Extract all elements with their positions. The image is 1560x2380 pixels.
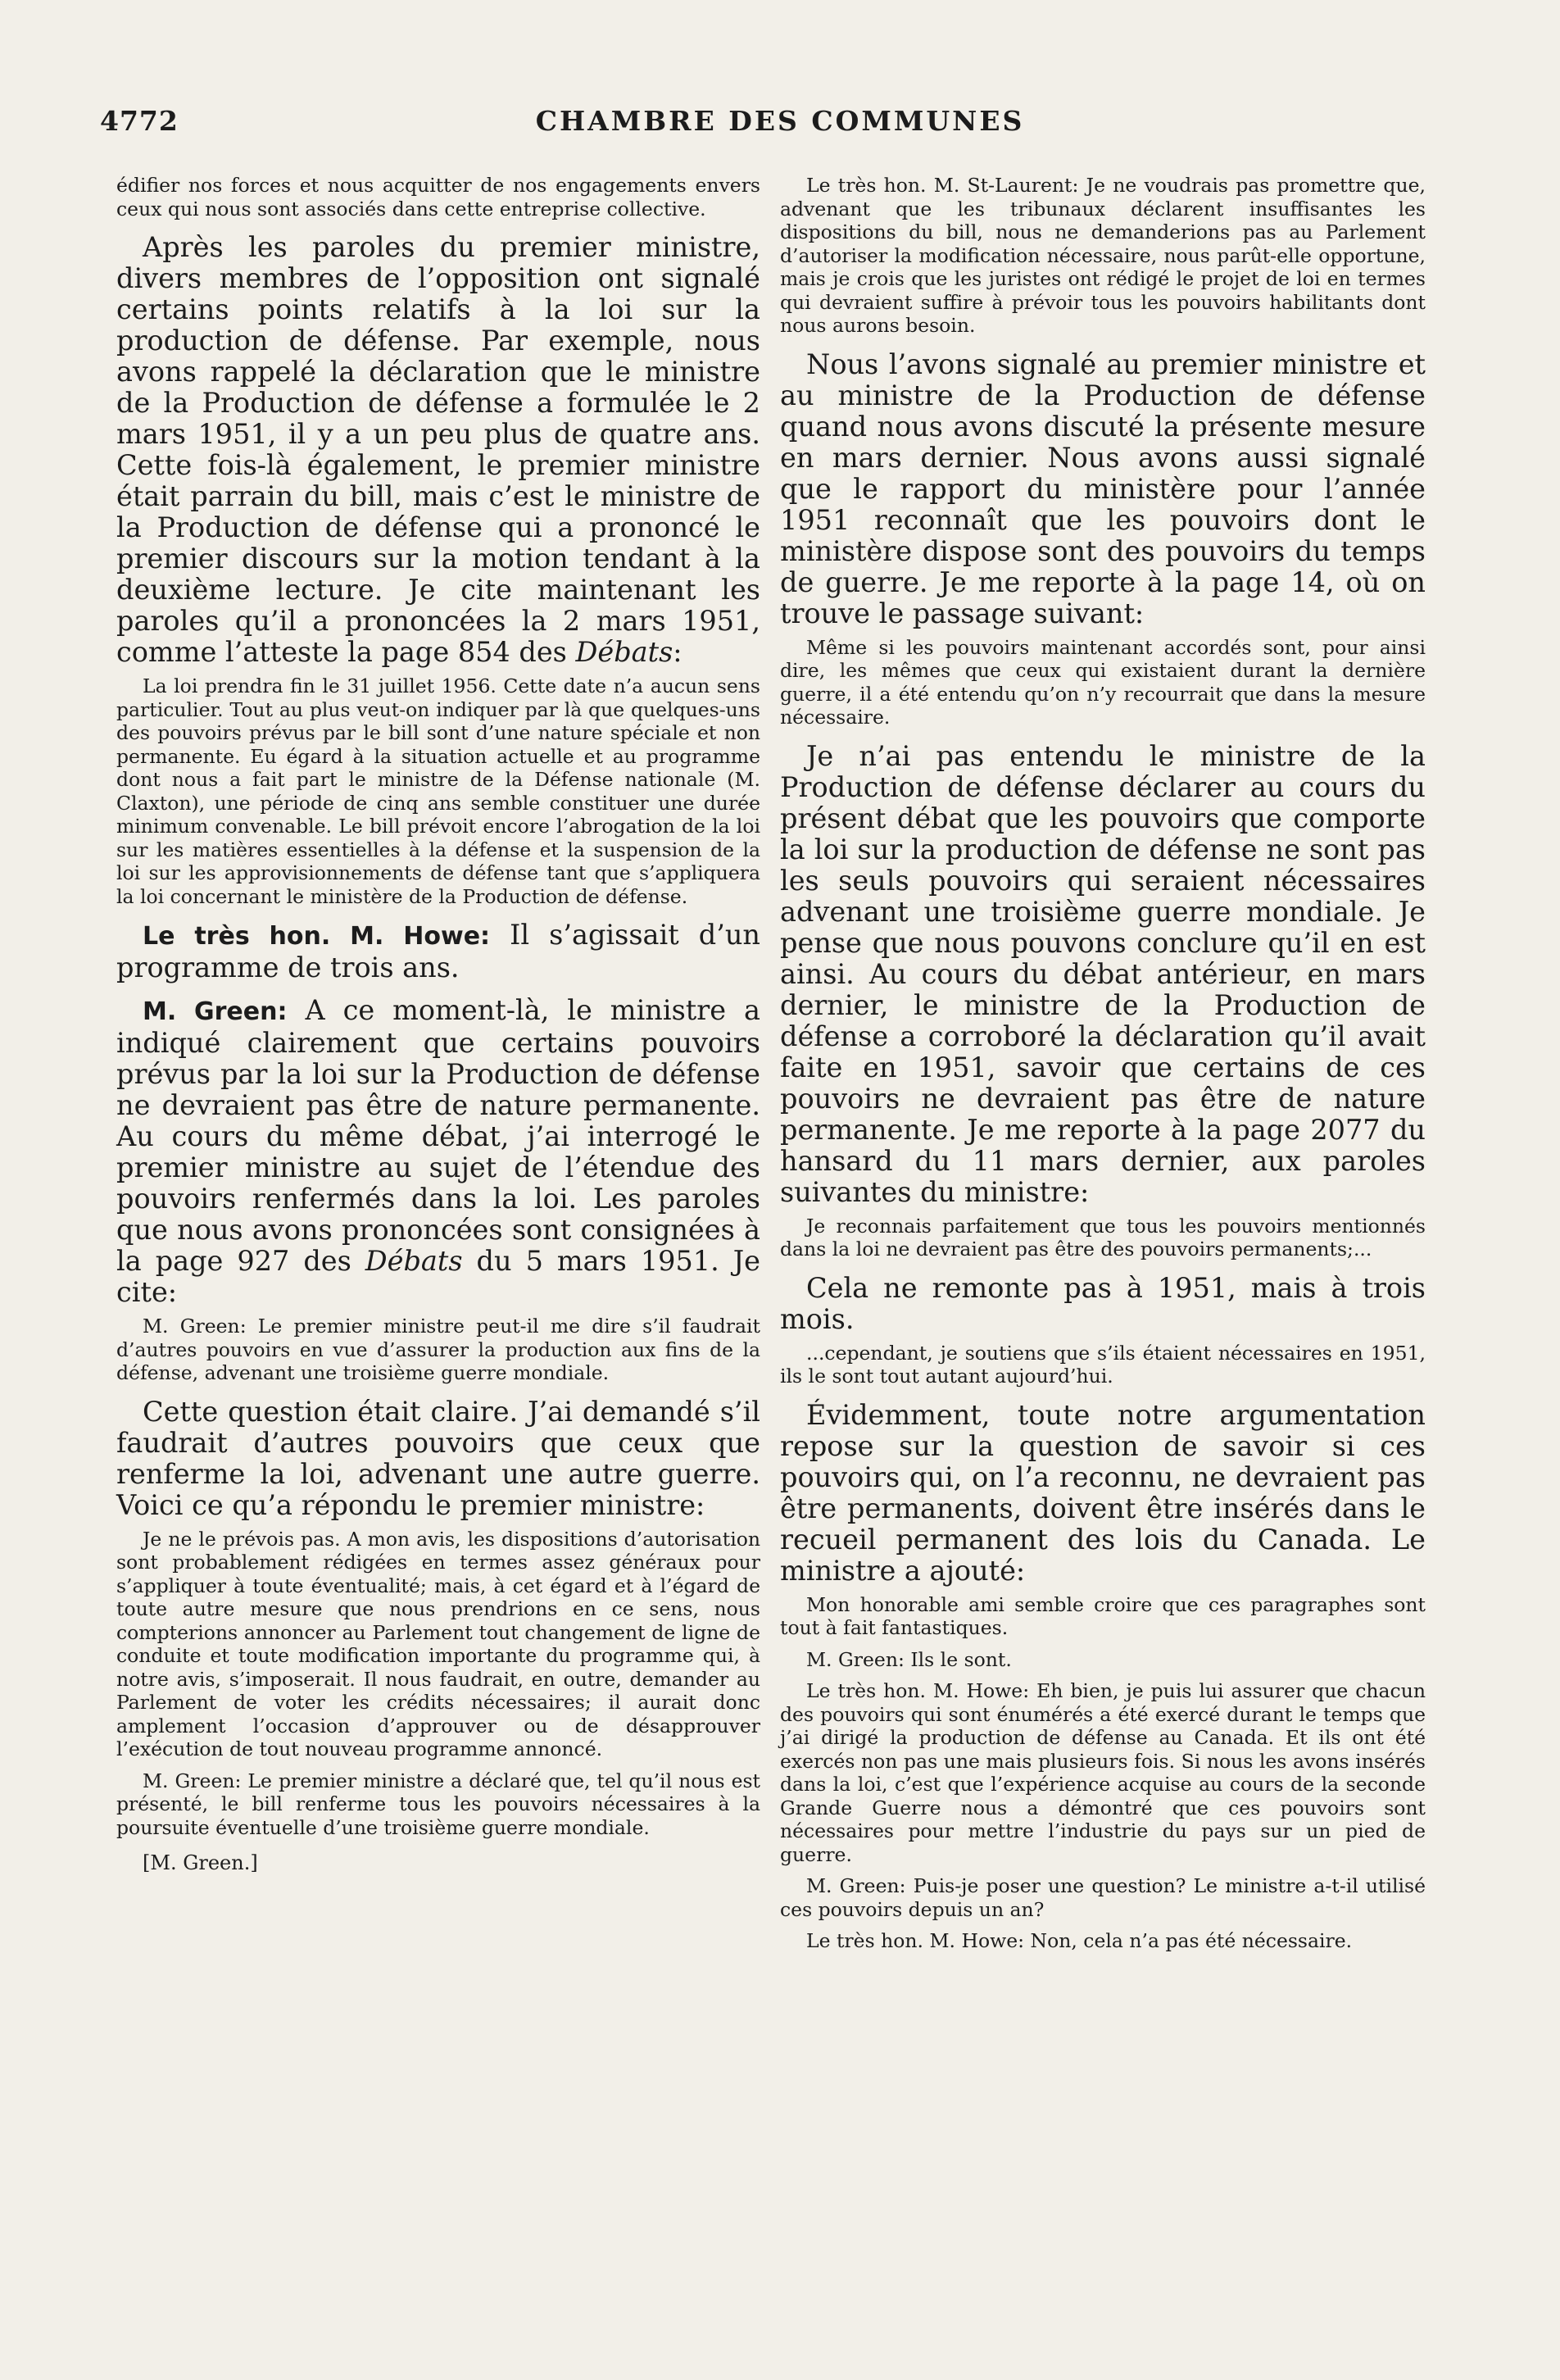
page-header [0, 105, 1560, 154]
left-column [116, 174, 760, 1875]
right-quote-1: Même si les pouvoirs maintenant accordés sont, pour ainsi dire, les mêmes que ceux qui existaient durant la dernière guerre, il a été entendu qu’on n’y recourrait que dans la mesure nécessaire. [780, 635, 1426, 729]
right-quote-4: Mon honorable ami semble croire que ces paragraphes sont tout à fait fantastiques. [780, 1592, 1426, 1639]
page-number: 4772 [100, 105, 179, 137]
left-quote-4: M. Green: Le premier ministre a déclaré que, tel qu’il nous est présenté, le bill renferme tous les pouvoirs nécessaires à la poursuite éventuelle d’une troisième guerre mondiale. [116, 1769, 760, 1839]
howe-intervention [116, 920, 760, 983]
green-speaker: M. Green: [143, 997, 288, 1026]
howe-speaker: Le très hon. M. Howe: [143, 922, 491, 951]
left-quote-2: M. Green: Le premier ministre peut-il me dire s’il faudrait d’autres pouvoirs en vue d’assurer la production aux fins de la défense, advenant une troisième guerre mondiale. [116, 1315, 760, 1384]
green-text-end: du 5 mars 1951. Je cite: [116, 1245, 760, 1308]
left-quote-1: La loi prendra fin le 31 juillet 1956. Cette date n’a aucun sens particulier. Tout au plus veut-on indiquer par là que quelques-uns des pouvoirs prévus par le bill sont d’une nature spéciale et non permanente. Eu égard à la situation actuelle et au programme dont nous a fait part le ministre de la Défense nationale (M. Claxton), une période de cinq ans semble constituer une durée minimum convenable. Le bill prévoit encore l’abrogation de la loi sur les matières essentielles à la défense et la suspension de la loi sur les approvisionnements de défense tant que s’appliquera la loi concernant le ministère de la Production de défense. [116, 674, 760, 908]
right-paragraph-3: Cela ne remonte pas à 1951, mais à trois mois. [780, 1271, 1426, 1335]
right-quote-3: ...cependant, je soutiens que s’ils étaient nécessaires en 1951, ils le sont tout autant aujourd’hui. [780, 1341, 1426, 1388]
left-continuation-paragraph: édifier nos forces et nous acquitter de nos engagements envers ceux qui nous sont associés dans cette entreprise collective. [116, 174, 760, 220]
left-quote-3: Je ne le prévois pas. A mon avis, les dispositions d’autorisation sont probablement rédigées en termes assez généraux pour s’appliquer à toute éventualité; mais, à cet égard et à l’égard de toute autre mesure que nous prendrions en ce sens, nous compterions annoncer au Parlement tout changement de ligne de conduite et toute modification importante du programme qui, à notre avis, s’imposerait. Il nous faudrait, en outre, demander au Parlement de voter les crédits nécessaires; il aurait donc amplement l’occasion d’approuver ou de désapprouver l’exécution de tout nouveau programme annoncé. [116, 1527, 760, 1760]
right-paragraph-2: Je n’ai pas entendu le ministre de la Production de défense déclarer au cours du présent débat que les pouvoirs que comporte la loi sur la production de défense ne sont pas les seuls pouvoirs qui seraient nécessaires advenant une troisième guerre mondiale. Je pense que nous pouvons conclure qu’il en est ainsi. Au cours du débat antérieur, en mars dernier, le ministre de la Production de défense a corroboré la déclaration qu’il avait faite en 1951, savoir que certains de ces pouvoirs ne devraient pas être de nature permanente. Je me reporte à la page 2077 du hansard du 11 mars dernier, aux paroles suivantes du ministre: [780, 739, 1426, 1208]
debats-italic-2: Débats [365, 1245, 463, 1277]
howe-text: Il s’agissait d’un programme de trois ans. [116, 919, 760, 983]
debats-italic-1: Débats [575, 636, 673, 668]
left-paragraph-2: Cette question était claire. J’ai demandé s’il faudrait d’autres pouvoirs que ceux que renferme la loi, advenant une autre guerre. Voici ce qu’a répondu le premier ministre: [116, 1395, 760, 1521]
left-paragraph-1-text: Après les paroles du premier ministre, divers membres de l’opposition ont signalé certains points relatifs à la loi sur la production de défense. Par exemple, nous avons rappelé la déclaration que le ministre de la Production de défense a formulée le 2 mars 1951, il y a un peu plus de quatre ans. Cette fois-là également, le premier ministre était parrain du bill, mais c’est le ministre de la Production de défense qui a prononcé le premier discours sur la motion tendant à la deuxième lecture. Je cite maintenant les paroles qu’il a prononcées la 2 mars 1951, comme l’atteste la page 854 des [116, 231, 760, 668]
right-column [780, 174, 1426, 1961]
right-paragraph-4: Évidemment, toute notre argumentation repose sur la question de savoir si ces pouvoirs qui, on l’a reconnu, ne devraient pas être permanents, doivent être insérés dans le recueil permanent des lois du Canada. Le ministre a ajouté: [780, 1398, 1426, 1587]
right-quote-7: M. Green: Puis-je poser une question? Le ministre a-t-il utilisé ces pouvoirs depuis un an? [780, 1874, 1426, 1921]
right-quote-0: Le très hon. M. St-Laurent: Je ne voudrais pas promettre que, advenant que les tribunaux déclarent insuffisantes les dispositions du bill, nous ne demanderions pas au Parlement d’autoriser la modification nécessaire, nous parût-elle opportune, mais je crois que les juristes ont rédigé le projet de loi en termes qui devraient suffire à prévoir tous les pouvoirs habilitants dont nous aurons besoin. [780, 174, 1426, 337]
green-text: A ce moment-là, le ministre a indiqué clairement que certains pouvoirs prévus par la loi sur la Production de défense ne devraient pas être de nature permanente. Au cours du même débat, j’ai interrogé le premier ministre au sujet de l’étendue des pouvoirs renfermés dans la loi. Les paroles que nous avons prononcées sont consignées à la page 927 des [116, 994, 760, 1277]
left-paragraph-1-end: : [673, 636, 682, 668]
right-quote-5: M. Green: Ils le sont. [806, 1647, 1012, 1671]
speaker-signature: [M. Green.] [143, 1851, 258, 1874]
left-paragraph-1 [116, 232, 760, 668]
right-paragraph-1: Nous l’avons signalé au premier ministre et au ministre de la Production de défense quand nous avons discuté la présente mesure en mars dernier. Nous avons aussi signalé que le rapport du ministère pour l’année 1951 reconnaît que les pouvoirs dont le ministère dispose sont des pouvoirs du temps de guerre. Je me reporte à la page 14, où on trouve le passage suivant: [780, 347, 1426, 629]
green-intervention [116, 995, 760, 1308]
right-quote-8: Le très hon. M. Howe: Non, cela n’a pas été nécessaire. [806, 1929, 1353, 1952]
right-quote-6: Le très hon. M. Howe: Eh bien, je puis lui assurer que chacun des pouvoirs qui sont énumérés a été exercé durant le temps que j’ai dirigé la production de défense au Canada. Et ils ont été exercés non pas une mais plusieurs fois. Si nous les avons insérés dans la loi, c’est que l’expérience acquise au cours de la seconde Grande Guerre nous a démontré que ces pouvoirs sont nécessaires pour mettre l’industrie du pays sur un pied de guerre. [780, 1679, 1426, 1866]
right-quote-2: Je reconnais parfaitement que tous les pouvoirs mentionnés dans la loi ne devraient pas être des pouvoirs permanents;... [780, 1214, 1426, 1260]
running-title: CHAMBRE DES COMMUNES [535, 105, 1025, 137]
